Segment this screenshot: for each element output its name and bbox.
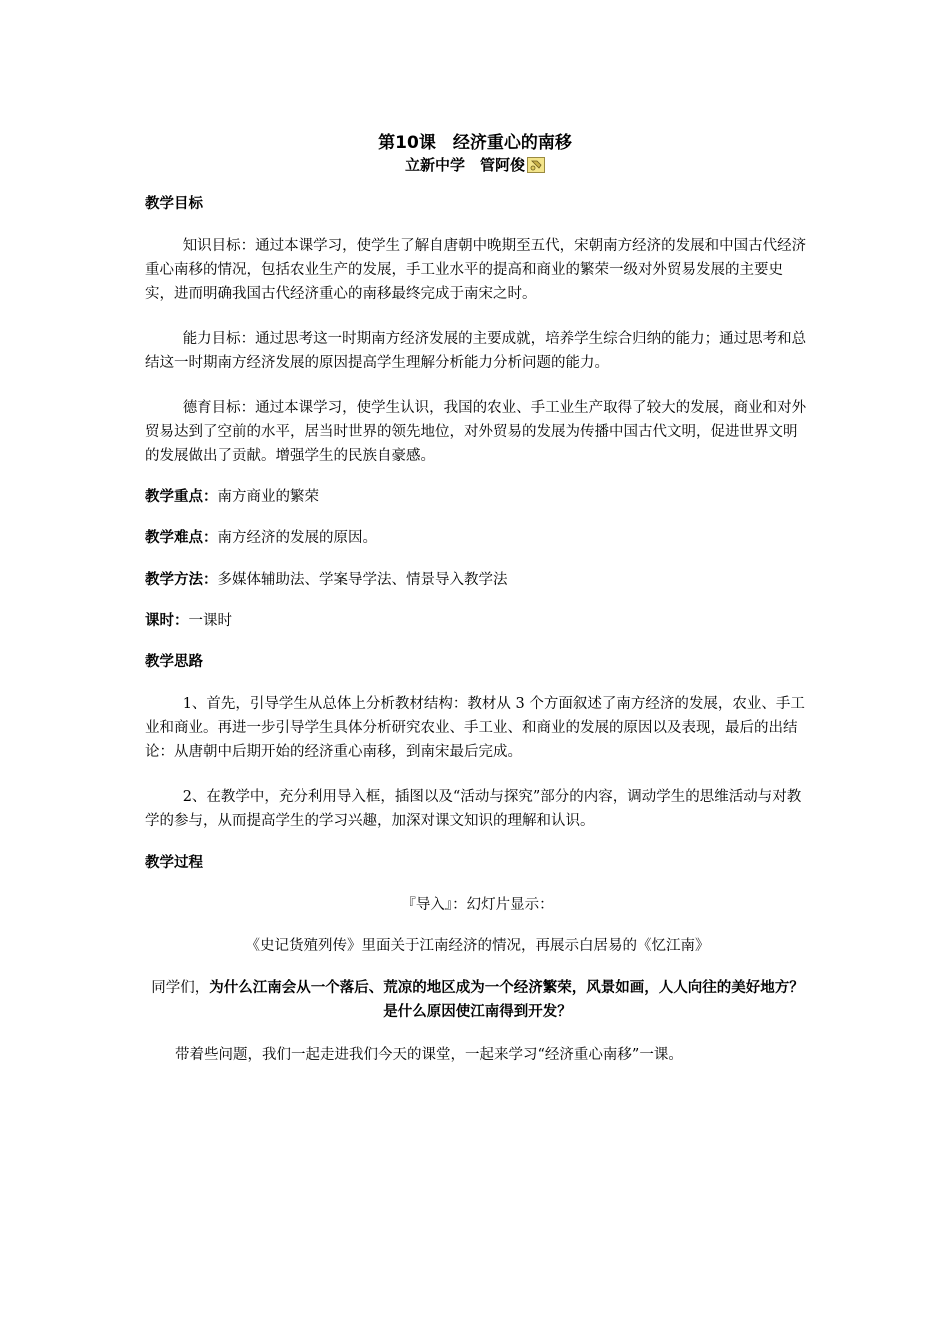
difficult-point (145, 526, 810, 550)
school-name: 立新中学 (404, 156, 465, 174)
duration-value: 一课时 (188, 613, 232, 629)
moral-objective: 德育目标：通过本课学习，使学生认识，我国的农业、手工业生产取得了较大的发展，商业和对外贸易达到了空前的水平，居当时世界的领先地位，对外贸易的发展为传播中国古代文明，促进世界文明的发展做出了贡献。增强学生的民族自豪感。 (145, 400, 807, 464)
guiding-question (145, 976, 810, 1024)
approach-paragraph-2: 2、在教学中，充分利用导入框，插图以及“活动与探究”部分的内容，调动学生的思维活动与对教学的参与，从而提高学生的学习兴趣，加深对课文知识的理解和认识。 (145, 789, 802, 829)
question-text: 为什么江南会从一个落后、荒凉的地区成为一个经济繁荣，风景如画，人人向往的美好地方？是什么原因使江南得到开发？ (209, 980, 804, 1020)
key-point (145, 485, 810, 509)
author-line (0, 154, 950, 175)
intro-line: 『导入』：幻灯片显示： (401, 897, 554, 913)
lesson-title: 第10课 经济重心的南移 (378, 133, 572, 153)
duration-label: 课时： (145, 613, 189, 629)
slide-description: 《史记货殖列传》里面关于江南经济的情况，再展示白居易的《忆江南》 (245, 938, 710, 954)
process-heading: 教学过程 (145, 855, 203, 871)
method-value: 多媒体辅助法、学案导学法、情景导入教学法 (217, 572, 508, 588)
closing-line: 带着些问题，我们一起走进我们今天的课堂，一起来学习“经济重心南移”一课。 (175, 1047, 683, 1063)
teaching-method (145, 568, 810, 592)
knowledge-objective: 知识目标：通过本课学习，使学生了解自唐朝中晚期至五代，宋朝南方经济的发展和中国古代经济重心南移的情况，包括农业生产的发展，手工业水平的提高和商业的繁荣一级对外贸易发展的主要史实，进而明确我国古代经济重心的南移最终完成于南宋之时。 (145, 238, 807, 302)
author-name: 管阿俊 (480, 156, 526, 174)
key-point-label: 教学重点： (145, 489, 218, 505)
class-duration (145, 609, 810, 633)
objectives-heading: 教学目标 (145, 196, 203, 212)
key-point-value: 南方商业的繁荣 (217, 489, 319, 505)
ability-objective: 能力目标：通过思考这一时期南方经济发展的主要成就，培养学生综合归纳的能力；通过思考和总结这一时期南方经济发展的原因提高学生理解分析能力分析问题的能力。 (145, 331, 807, 371)
method-label: 教学方法： (145, 572, 218, 588)
embedded-picture-icon (527, 157, 545, 173)
approach-paragraph-1: 1、首先，引导学生从总体上分析教材结构：教材从 3 个方面叙述了南方经济的发展，农业、手工业和商业。再进一步引导学生具体分析研究农业、手工业、和商业的发展的原因以及表现，最后的出结论：从唐朝中后期开始的经济重心南移，到南宋最后完成。 (145, 696, 805, 760)
difficult-point-label: 教学难点： (145, 530, 218, 546)
difficult-point-value: 南方经济的发展的原因。 (217, 530, 377, 546)
approach-heading: 教学思路 (145, 654, 203, 670)
question-prefix: 同学们， (151, 980, 210, 996)
